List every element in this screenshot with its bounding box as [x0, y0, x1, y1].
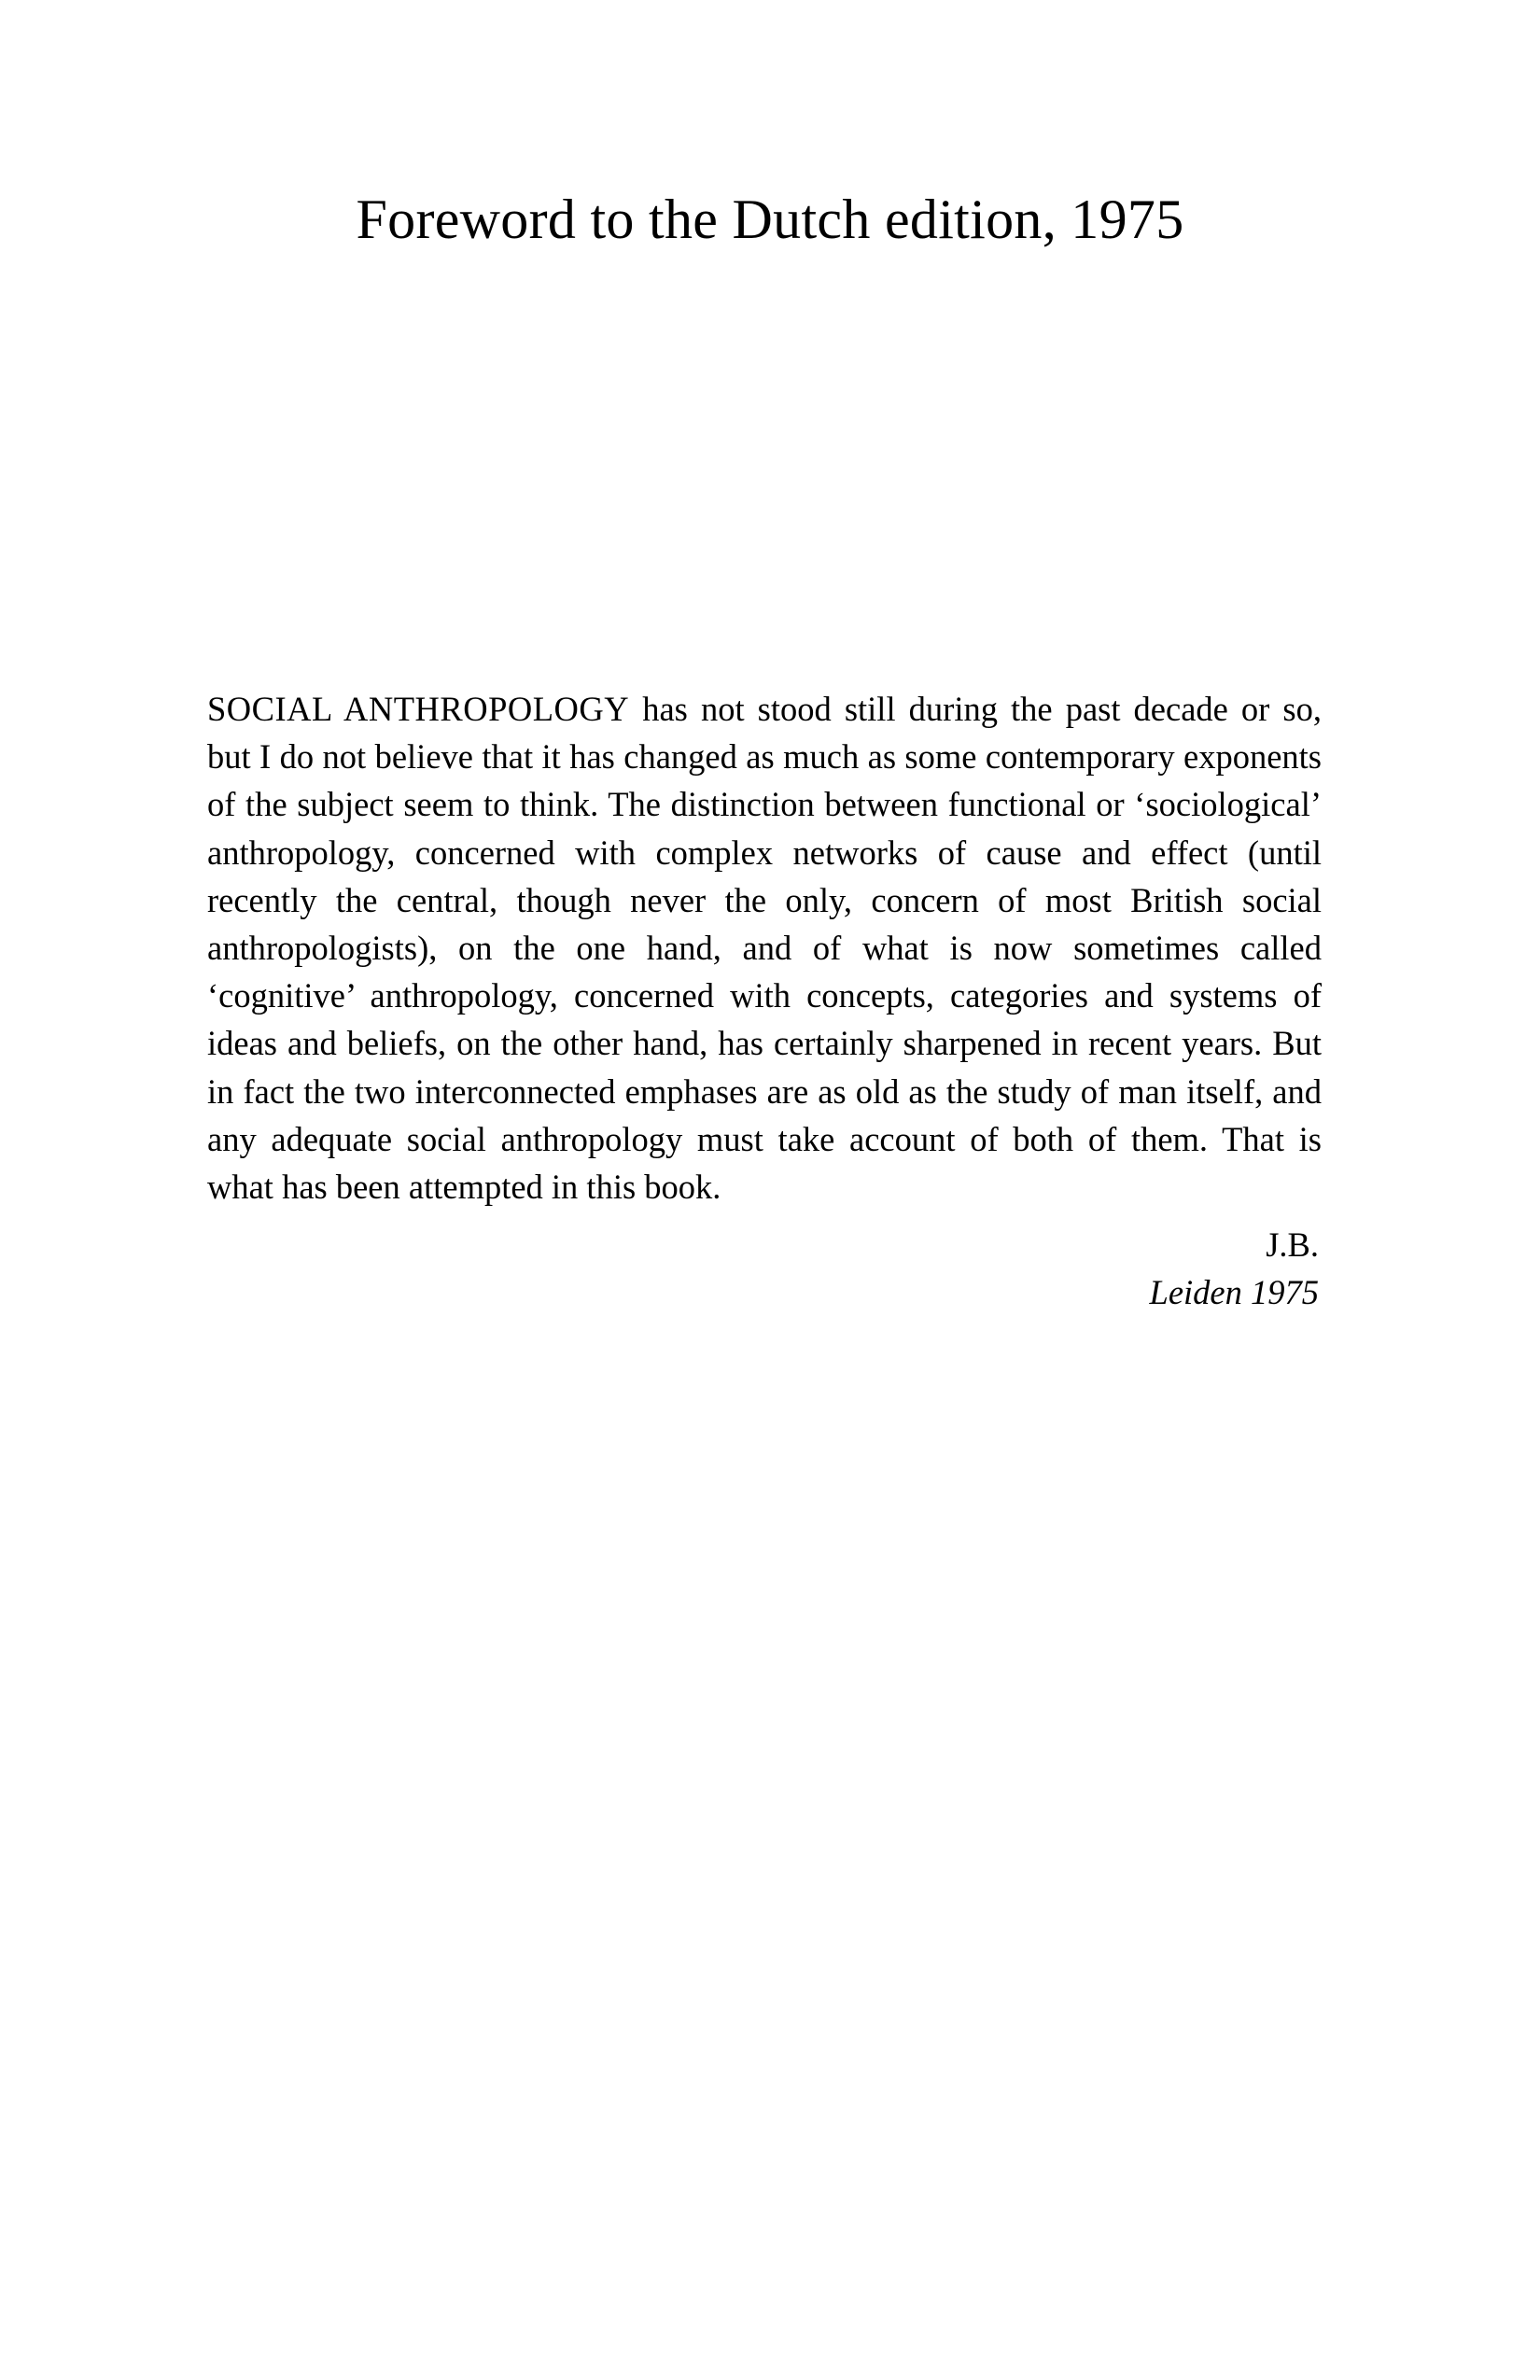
- signoff: [1150, 1221, 1319, 1316]
- paragraph-lead: SOCIAL ANTHROPOLOGY: [207, 690, 630, 728]
- paragraph-text: has not stood still during the past decade or so, but I do not believe that it has changed as much as some contemporary exponents of the subject seem to think. The distinction between functional or ‘sociological’ anthropology, concerned with complex networks of cause and effect (until recently the central, though never the only, concern of most British social anthropologists), on the one hand, and of what is now sometimes called ‘cognitive’ anthropology, concerned with concepts, categories and systems of ideas and beliefs, on the other hand, has certainly sharpened in recent years. But in fact the two interconnected emphases are as old as the study of man itself, and any adequate social anthropology must take account of both of them. That is what has been attempted in this book.: [207, 690, 1322, 1207]
- page-title: Foreword to the Dutch edition, 1975: [356, 189, 1184, 250]
- place-date: Leiden 1975: [1149, 1273, 1319, 1311]
- author-initials: J.B.: [1266, 1225, 1319, 1264]
- foreword-paragraph: [207, 685, 1322, 1211]
